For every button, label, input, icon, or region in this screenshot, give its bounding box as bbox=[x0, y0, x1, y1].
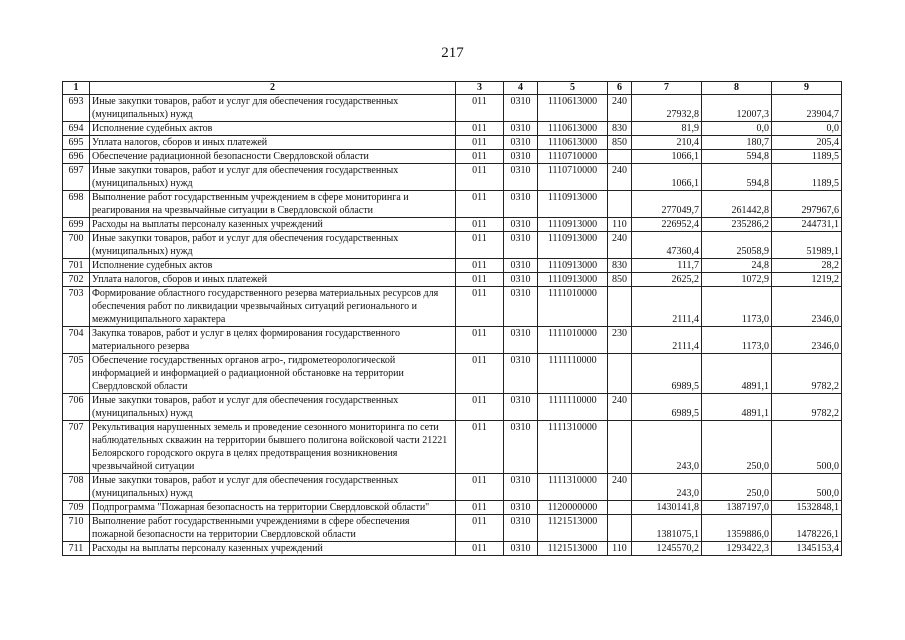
target-article-code: 1110913000 bbox=[538, 273, 608, 287]
table-row bbox=[63, 191, 842, 218]
expense-type-code bbox=[608, 287, 632, 327]
column-header: 3 bbox=[456, 82, 504, 95]
expense-type-code bbox=[608, 501, 632, 515]
target-article-code: 1110913000 bbox=[538, 232, 608, 259]
ministry-code: 011 bbox=[456, 136, 504, 150]
target-article-code: 1120000000 bbox=[538, 501, 608, 515]
target-article-code: 1110913000 bbox=[538, 259, 608, 273]
row-description: Иные закупки товаров, работ и услуг для обеспечения государственных (муниципальных) нужд bbox=[90, 474, 456, 501]
table-row bbox=[63, 501, 842, 515]
row-number: 710 bbox=[63, 515, 90, 542]
row-number: 706 bbox=[63, 394, 90, 421]
amount-year-3: 1219,2 bbox=[772, 273, 842, 287]
column-header: 1 bbox=[63, 82, 90, 95]
ministry-code: 011 bbox=[456, 273, 504, 287]
amount-year-1: 1245570,2 bbox=[632, 542, 702, 556]
amount-year-2: 1387197,0 bbox=[702, 501, 772, 515]
amount-year-3: 9782,2 bbox=[772, 394, 842, 421]
target-article-code: 1111110000 bbox=[538, 394, 608, 421]
target-article-code: 1110613000 bbox=[538, 95, 608, 122]
amount-year-1: 81,9 bbox=[632, 122, 702, 136]
amount-year-3: 1345153,4 bbox=[772, 542, 842, 556]
target-article-code: 1110613000 bbox=[538, 136, 608, 150]
amount-year-2: 1173,0 bbox=[702, 327, 772, 354]
target-article-code: 1110913000 bbox=[538, 218, 608, 232]
target-article-code: 1110913000 bbox=[538, 191, 608, 218]
expense-type-code: 110 bbox=[608, 542, 632, 556]
section-code: 0310 bbox=[504, 191, 538, 218]
column-header: 6 bbox=[608, 82, 632, 95]
amount-year-3: 297967,6 bbox=[772, 191, 842, 218]
expense-type-code bbox=[608, 354, 632, 394]
row-number: 695 bbox=[63, 136, 90, 150]
amount-year-2: 180,7 bbox=[702, 136, 772, 150]
row-number: 703 bbox=[63, 287, 90, 327]
amount-year-3: 9782,2 bbox=[772, 354, 842, 394]
section-code: 0310 bbox=[504, 136, 538, 150]
amount-year-2: 250,0 bbox=[702, 474, 772, 501]
row-number: 709 bbox=[63, 501, 90, 515]
row-description: Исполнение судебных актов bbox=[90, 122, 456, 136]
amount-year-3: 1189,5 bbox=[772, 164, 842, 191]
ministry-code: 011 bbox=[456, 327, 504, 354]
table-row bbox=[63, 273, 842, 287]
amount-year-3: 500,0 bbox=[772, 474, 842, 501]
target-article-code: 1111010000 bbox=[538, 287, 608, 327]
ministry-code: 011 bbox=[456, 542, 504, 556]
amount-year-1: 47360,4 bbox=[632, 232, 702, 259]
ministry-code: 011 bbox=[456, 95, 504, 122]
column-header: 4 bbox=[504, 82, 538, 95]
amount-year-3: 2346,0 bbox=[772, 287, 842, 327]
row-description: Иные закупки товаров, работ и услуг для обеспечения государственных (муниципальных) нужд bbox=[90, 232, 456, 259]
expense-type-code bbox=[608, 191, 632, 218]
section-code: 0310 bbox=[504, 122, 538, 136]
expense-type-code: 110 bbox=[608, 218, 632, 232]
ministry-code: 011 bbox=[456, 354, 504, 394]
row-number: 704 bbox=[63, 327, 90, 354]
amount-year-2: 4891,1 bbox=[702, 354, 772, 394]
amount-year-1: 210,4 bbox=[632, 136, 702, 150]
amount-year-3: 1189,5 bbox=[772, 150, 842, 164]
column-header: 5 bbox=[538, 82, 608, 95]
row-number: 705 bbox=[63, 354, 90, 394]
amount-year-3: 1478226,1 bbox=[772, 515, 842, 542]
expense-type-code bbox=[608, 421, 632, 474]
row-description: Формирование областного государственного резерва материальных ресурсов для обеспечения работ по ликвидации чрезвычайных ситуаций регионального и межмуниципального характера bbox=[90, 287, 456, 327]
row-description: Иные закупки товаров, работ и услуг для обеспечения государственных (муниципальных) нужд bbox=[90, 95, 456, 122]
column-header: 7 bbox=[632, 82, 702, 95]
table-row bbox=[63, 394, 842, 421]
ministry-code: 011 bbox=[456, 259, 504, 273]
target-article-code: 1111310000 bbox=[538, 474, 608, 501]
row-description: Выполнение работ государственным учреждением в сфере мониторинга и реагирования на чрезвычайные ситуации в Свердловской области bbox=[90, 191, 456, 218]
amount-year-1: 277049,7 bbox=[632, 191, 702, 218]
table-row bbox=[63, 232, 842, 259]
column-header: 8 bbox=[702, 82, 772, 95]
table-row bbox=[63, 122, 842, 136]
amount-year-1: 2111,4 bbox=[632, 287, 702, 327]
table-row bbox=[63, 354, 842, 394]
amount-year-2: 1173,0 bbox=[702, 287, 772, 327]
ministry-code: 011 bbox=[456, 232, 504, 259]
target-article-code: 1110710000 bbox=[538, 164, 608, 191]
row-number: 697 bbox=[63, 164, 90, 191]
row-number: 699 bbox=[63, 218, 90, 232]
amount-year-2: 261442,8 bbox=[702, 191, 772, 218]
ministry-code: 011 bbox=[456, 515, 504, 542]
amount-year-2: 0,0 bbox=[702, 122, 772, 136]
section-code: 0310 bbox=[504, 394, 538, 421]
table-row bbox=[63, 164, 842, 191]
expense-type-code: 850 bbox=[608, 136, 632, 150]
row-description: Закупка товаров, работ и услуг в целях формирования государственного материального резерва bbox=[90, 327, 456, 354]
table-row bbox=[63, 474, 842, 501]
section-code: 0310 bbox=[504, 218, 538, 232]
table-row bbox=[63, 95, 842, 122]
amount-year-1: 243,0 bbox=[632, 421, 702, 474]
row-description: Обеспечение государственных органов агро-, гидрометеорологической информацией и информацией о радиационной обстановке на территории Свердловской области bbox=[90, 354, 456, 394]
row-description: Рекультивация нарушенных земель и проведение сезонного мониторинга по сети наблюдательных скважин на территории бывшего полигона войсковой части 21221 Белоярского городского округа в целях предотвращения возникновения чрезвычайной ситуации bbox=[90, 421, 456, 474]
row-description: Уплата налогов, сборов и иных платежей bbox=[90, 273, 456, 287]
row-number: 711 bbox=[63, 542, 90, 556]
column-header: 9 bbox=[772, 82, 842, 95]
amount-year-1: 27932,8 bbox=[632, 95, 702, 122]
row-number: 700 bbox=[63, 232, 90, 259]
target-article-code: 1110710000 bbox=[538, 150, 608, 164]
amount-year-3: 0,0 bbox=[772, 122, 842, 136]
ministry-code: 011 bbox=[456, 164, 504, 191]
expense-type-code: 240 bbox=[608, 394, 632, 421]
budget-table bbox=[62, 81, 842, 556]
row-number: 707 bbox=[63, 421, 90, 474]
row-number: 698 bbox=[63, 191, 90, 218]
header-row bbox=[63, 82, 842, 95]
row-description: Выполнение работ государственными учреждениями в сфере обеспечения пожарной безопасности на территории Свердловской области bbox=[90, 515, 456, 542]
amount-year-1: 2625,2 bbox=[632, 273, 702, 287]
table-row bbox=[63, 421, 842, 474]
section-code: 0310 bbox=[504, 354, 538, 394]
row-number: 693 bbox=[63, 95, 90, 122]
amount-year-1: 111,7 bbox=[632, 259, 702, 273]
amount-year-1: 1381075,1 bbox=[632, 515, 702, 542]
row-number: 694 bbox=[63, 122, 90, 136]
amount-year-3: 51989,1 bbox=[772, 232, 842, 259]
row-description: Обеспечение радиационной безопасности Свердловской области bbox=[90, 150, 456, 164]
amount-year-1: 1066,1 bbox=[632, 150, 702, 164]
table-row bbox=[63, 218, 842, 232]
section-code: 0310 bbox=[504, 259, 538, 273]
row-number: 701 bbox=[63, 259, 90, 273]
amount-year-3: 23904,7 bbox=[772, 95, 842, 122]
amount-year-2: 4891,1 bbox=[702, 394, 772, 421]
row-description: Уплата налогов, сборов и иных платежей bbox=[90, 136, 456, 150]
ministry-code: 011 bbox=[456, 394, 504, 421]
target-article-code: 1111110000 bbox=[538, 354, 608, 394]
row-description: Исполнение судебных актов bbox=[90, 259, 456, 273]
amount-year-1: 1430141,8 bbox=[632, 501, 702, 515]
row-description: Иные закупки товаров, работ и услуг для обеспечения государственных (муниципальных) нужд bbox=[90, 394, 456, 421]
amount-year-3: 2346,0 bbox=[772, 327, 842, 354]
amount-year-2: 25058,9 bbox=[702, 232, 772, 259]
expense-type-code: 240 bbox=[608, 474, 632, 501]
section-code: 0310 bbox=[504, 542, 538, 556]
amount-year-2: 12007,3 bbox=[702, 95, 772, 122]
row-description: Расходы на выплаты персоналу казенных учреждений bbox=[90, 542, 456, 556]
ministry-code: 011 bbox=[456, 421, 504, 474]
row-number: 702 bbox=[63, 273, 90, 287]
page-number: 217 bbox=[441, 45, 464, 61]
table-row bbox=[63, 542, 842, 556]
amount-year-3: 244731,1 bbox=[772, 218, 842, 232]
column-header: 2 bbox=[90, 82, 456, 95]
ministry-code: 011 bbox=[456, 287, 504, 327]
amount-year-1: 243,0 bbox=[632, 474, 702, 501]
amount-year-2: 250,0 bbox=[702, 421, 772, 474]
section-code: 0310 bbox=[504, 287, 538, 327]
expense-type-code: 830 bbox=[608, 259, 632, 273]
expense-type-code: 240 bbox=[608, 232, 632, 259]
row-number: 708 bbox=[63, 474, 90, 501]
amount-year-3: 205,4 bbox=[772, 136, 842, 150]
amount-year-3: 28,2 bbox=[772, 259, 842, 273]
amount-year-1: 6989,5 bbox=[632, 394, 702, 421]
ministry-code: 011 bbox=[456, 501, 504, 515]
ministry-code: 011 bbox=[456, 474, 504, 501]
ministry-code: 011 bbox=[456, 150, 504, 164]
amount-year-1: 226952,4 bbox=[632, 218, 702, 232]
expense-type-code: 830 bbox=[608, 122, 632, 136]
section-code: 0310 bbox=[504, 164, 538, 191]
row-description: Расходы на выплаты персоналу казенных учреждений bbox=[90, 218, 456, 232]
expense-type-code: 850 bbox=[608, 273, 632, 287]
section-code: 0310 bbox=[504, 327, 538, 354]
table-row bbox=[63, 287, 842, 327]
row-description: Подпрограмма "Пожарная безопасность на территории Свердловской области" bbox=[90, 501, 456, 515]
row-number: 696 bbox=[63, 150, 90, 164]
amount-year-2: 1293422,3 bbox=[702, 542, 772, 556]
amount-year-3: 500,0 bbox=[772, 421, 842, 474]
expense-type-code bbox=[608, 515, 632, 542]
expense-type-code bbox=[608, 150, 632, 164]
table-row bbox=[63, 515, 842, 542]
section-code: 0310 bbox=[504, 273, 538, 287]
target-article-code: 1111310000 bbox=[538, 421, 608, 474]
section-code: 0310 bbox=[504, 150, 538, 164]
section-code: 0310 bbox=[504, 421, 538, 474]
amount-year-2: 24,8 bbox=[702, 259, 772, 273]
table-row bbox=[63, 136, 842, 150]
ministry-code: 011 bbox=[456, 218, 504, 232]
section-code: 0310 bbox=[504, 95, 538, 122]
target-article-code: 1111010000 bbox=[538, 327, 608, 354]
table-row bbox=[63, 259, 842, 273]
expense-type-code: 240 bbox=[608, 164, 632, 191]
target-article-code: 1110613000 bbox=[538, 122, 608, 136]
amount-year-1: 2111,4 bbox=[632, 327, 702, 354]
section-code: 0310 bbox=[504, 474, 538, 501]
amount-year-2: 235286,2 bbox=[702, 218, 772, 232]
target-article-code: 1121513000 bbox=[538, 515, 608, 542]
target-article-code: 1121513000 bbox=[538, 542, 608, 556]
table-row bbox=[63, 327, 842, 354]
table-row bbox=[63, 150, 842, 164]
expense-type-code: 230 bbox=[608, 327, 632, 354]
section-code: 0310 bbox=[504, 501, 538, 515]
ministry-code: 011 bbox=[456, 122, 504, 136]
ministry-code: 011 bbox=[456, 191, 504, 218]
amount-year-1: 6989,5 bbox=[632, 354, 702, 394]
amount-year-2: 1072,9 bbox=[702, 273, 772, 287]
table-body bbox=[63, 95, 842, 556]
section-code: 0310 bbox=[504, 232, 538, 259]
amount-year-2: 594,8 bbox=[702, 164, 772, 191]
amount-year-3: 1532848,1 bbox=[772, 501, 842, 515]
expense-type-code: 240 bbox=[608, 95, 632, 122]
section-code: 0310 bbox=[504, 515, 538, 542]
amount-year-2: 1359886,0 bbox=[702, 515, 772, 542]
amount-year-1: 1066,1 bbox=[632, 164, 702, 191]
row-description: Иные закупки товаров, работ и услуг для обеспечения государственных (муниципальных) нужд bbox=[90, 164, 456, 191]
amount-year-2: 594,8 bbox=[702, 150, 772, 164]
